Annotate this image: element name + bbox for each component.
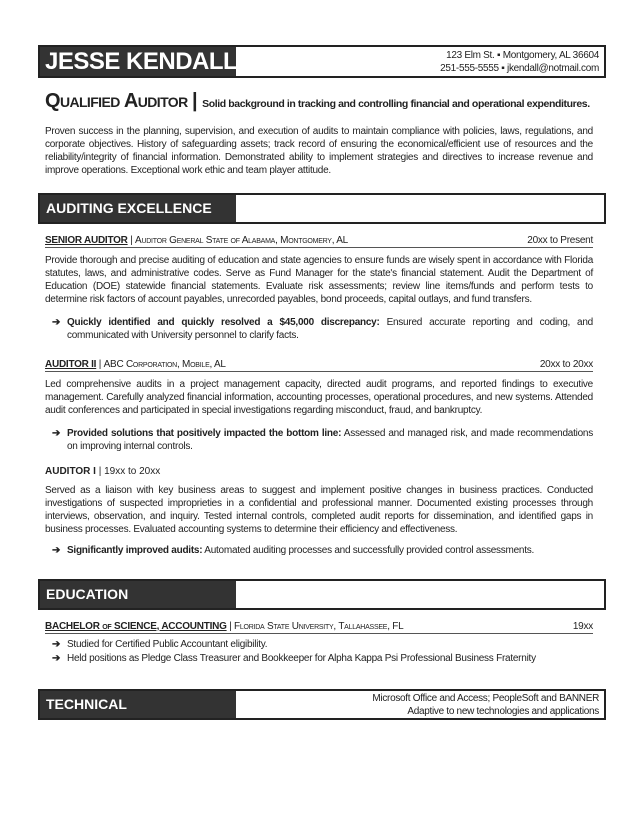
job-achievement <box>52 544 593 557</box>
education-bullet <box>52 638 593 651</box>
headline-title: Qualified Auditor <box>45 90 188 112</box>
sep: | <box>95 466 105 477</box>
job-achievement <box>52 316 593 342</box>
headline-separator: | <box>192 90 198 112</box>
arrow-icon: ➔ <box>52 545 61 556</box>
job-description: Served as a liaison with key business areas to suggest and implement positive changes in business practices. Conducted investigations of suspected improprieties in a confidential and professional manner. Documented existing processes through interviews, observation, and inquiry. Tested internal controls, completed audit reports for dissemination, and identified gaps in business processes. Evaluated accounting systems to determine their efficiency and effectiveness. <box>45 485 593 535</box>
achievement-text: Automated auditing processes and successfully provided control assessments. <box>202 545 535 556</box>
candidate-name: JESSE KENDALL <box>40 47 236 76</box>
headline-tagline: Solid background in tracking and controlling financial and operational expenditures. <box>202 98 590 110</box>
job-description: Led comprehensive audits in a project management capacity, directed audit programs, and reported findings to executive management. Carefully analyzed financial information, accounting processes, operational procedures, and new systems. Attended audit conferences and participated in special investigations regarding misconduct, fraud, and bankruptcy. <box>45 379 593 416</box>
summary-block <box>45 90 593 177</box>
bullet-text: Held positions as Pledge Class Treasurer and Bookkeeper for Alpha Kappa Psi Professional Business Fraternity <box>67 653 536 664</box>
arrow-icon: ➔ <box>52 428 61 439</box>
employer: Auditor General State of Alabama, Montgomery, AL <box>135 235 348 246</box>
arrow-icon: ➔ <box>52 653 61 664</box>
section-title: EDUCATION <box>40 581 236 608</box>
achievement-bold: Significantly improved audits: <box>67 545 203 556</box>
achievement-bold: Provided solutions that positively impacted the bottom line: <box>67 428 342 439</box>
education-header <box>45 620 593 634</box>
section-title: AUDITING EXCELLENCE <box>40 195 236 222</box>
job-header <box>45 465 593 478</box>
headline <box>45 90 593 115</box>
resume-page <box>38 0 606 740</box>
resume-header <box>38 45 606 78</box>
achievement-text: Ensured accurate reporting and coding, and communicated with University personnel to clarify facts. <box>67 317 593 341</box>
experience-content <box>45 234 593 557</box>
job-dates: 20xx to 20xx <box>539 359 593 370</box>
school: Florida State University, Tallahassee, FL <box>234 621 404 632</box>
education-dates: 19xx <box>572 621 593 632</box>
arrow-icon: ➔ <box>52 317 61 328</box>
phone-email: 251-555-5555 ▪ jkendall@notmail.com <box>440 63 599 74</box>
contact-info <box>440 49 599 75</box>
sep: | <box>127 235 136 246</box>
sep: | <box>226 621 235 632</box>
bullet-text: Studied for Certified Public Accountant eligibility. <box>67 639 268 650</box>
job-header <box>45 358 593 372</box>
summary: Proven success in the planning, supervision, and execution of audits to maintain compliance with policies, laws, regulations, and corporate objectives. History of safeguarding assets; track record of ensuring the economical/efficient use of resources and the reliability/integrity of financial information. Demonstrated ability to implement strategies and directives to increase revenue and improve operations. Exceptional work ethic and team player attitude. <box>45 126 593 176</box>
technical-line: Microsoft Office and Access; PeopleSoft and BANNER <box>372 693 599 704</box>
education-bullet <box>52 652 593 665</box>
technical-skills <box>372 692 599 718</box>
achievement-text: Assessed and managed risk, and made recommendations on improving internal controls. <box>67 428 593 452</box>
degree: BACHELOR of SCIENCE, ACCOUNTING <box>45 621 227 632</box>
job-description: Provide thorough and precise auditing of education and state agencies to ensure funds are wisely spent in accordance with Florida statutes, laws, and administrative codes. Serve as Fund Manager for the state's financial statement. Audit the Department of Education (DOE) statewide financial statements. Evaluate risk assessments; review line items/funds and perform tests to determine risk factors of account payables, unrecorded payables, bond proceeds, capital outlays, and fund transfers. <box>45 255 593 305</box>
job-title: AUDITOR II <box>45 359 97 370</box>
job-achievement <box>52 427 593 453</box>
education-content <box>45 620 593 665</box>
section-education <box>38 579 606 610</box>
section-title: TECHNICAL <box>40 691 236 718</box>
achievement-bold: Quickly identified and quickly resolved a $45,000 discrepancy: <box>67 317 380 328</box>
section-technical <box>38 689 606 720</box>
technical-line: Adaptive to new technologies and applications <box>407 706 599 717</box>
job-title: AUDITOR I <box>45 466 96 477</box>
employer: ABC Corporation, Mobile, AL <box>103 359 226 370</box>
job-header <box>45 234 593 248</box>
job-title: SENIOR AUDITOR <box>45 235 128 246</box>
arrow-icon: ➔ <box>52 639 61 650</box>
job-dates: 20xx to Present <box>527 235 593 246</box>
job-dates: 19xx to 20xx <box>104 466 161 477</box>
sep: | <box>96 359 104 370</box>
section-experience <box>38 193 606 224</box>
address: 123 Elm St. ▪ Montgomery, AL 36604 <box>446 50 599 61</box>
